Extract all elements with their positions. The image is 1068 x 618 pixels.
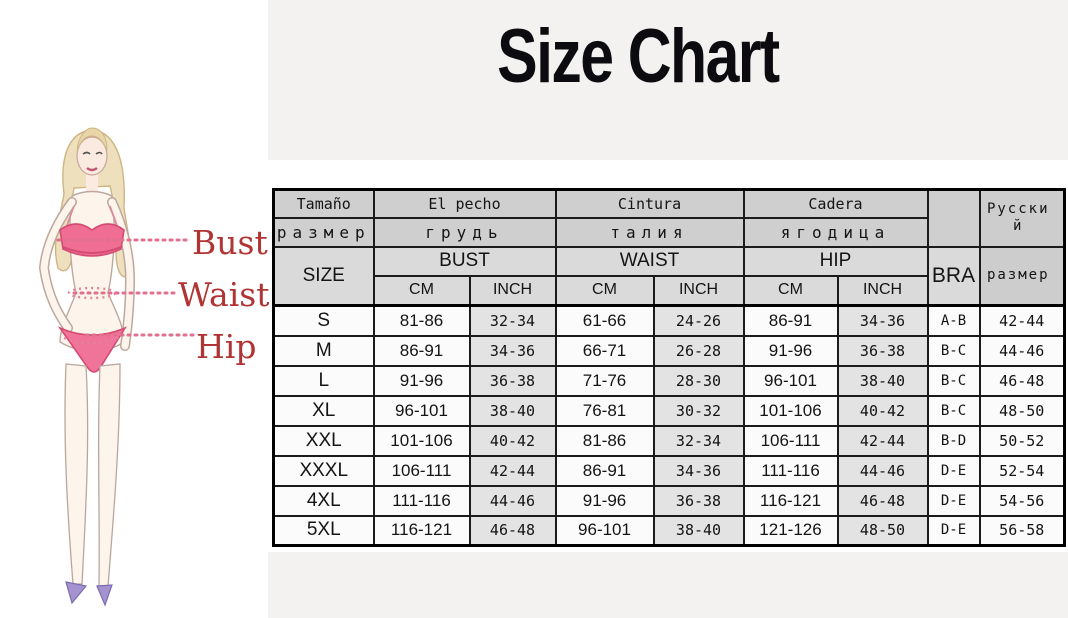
table-row: [274, 366, 1065, 396]
cell-bust-cm: 96-101: [374, 396, 470, 426]
cell-bust-cm: 81-86: [374, 306, 470, 336]
cell-waist-cm: 81-86: [556, 426, 654, 456]
cell-hip-cm: 101-106: [744, 396, 838, 426]
header-razmer: размер: [274, 218, 374, 247]
cell-ru: 54-56: [980, 486, 1065, 516]
header-waist-inch: INCH: [654, 276, 744, 306]
shoe-left: [66, 582, 86, 603]
cell-waist-cm: 86-91: [556, 456, 654, 486]
cell-bust-cm: 86-91: [374, 336, 470, 366]
cell-bust-cm: 111-116: [374, 486, 470, 516]
table-row: [274, 396, 1065, 426]
cell-size: XXXL: [274, 456, 374, 486]
header-hip-cm: CM: [744, 276, 838, 306]
cell-waist-inch: 38-40: [654, 516, 744, 546]
cell-waist-inch: 24-26: [654, 306, 744, 336]
cell-bust-inch: 34-36: [470, 336, 556, 366]
cell-bra: D-E: [928, 486, 980, 516]
cell-bust-inch: 44-46: [470, 486, 556, 516]
cell-bust-cm: 91-96: [374, 366, 470, 396]
cell-hip-cm: 121-126: [744, 516, 838, 546]
waist-label: Waist: [178, 275, 270, 314]
cell-hip-inch: 34-36: [838, 306, 928, 336]
cell-ru: 42-44: [980, 306, 1065, 336]
cell-waist-inch: 36-38: [654, 486, 744, 516]
cell-ru: 48-50: [980, 396, 1065, 426]
cell-bust-inch: 40-42: [470, 426, 556, 456]
header-hip: HIP: [744, 247, 928, 276]
cell-bust-cm: 101-106: [374, 426, 470, 456]
table-row: [274, 456, 1065, 486]
header-ru-razmer: [980, 247, 1065, 306]
cell-hip-inch: 46-48: [838, 486, 928, 516]
cell-hip-cm: 91-96: [744, 336, 838, 366]
cell-bra: D-E: [928, 516, 980, 546]
cell-hip-inch: 42-44: [838, 426, 928, 456]
table-row: [274, 486, 1065, 516]
cell-hip-cm: 111-116: [744, 456, 838, 486]
header-bust: BUST: [374, 247, 556, 276]
cell-hip-inch: 38-40: [838, 366, 928, 396]
cell-bra: B-D: [928, 426, 980, 456]
cell-waist-inch: 28-30: [654, 366, 744, 396]
header-yagoditsa: ягодица: [744, 218, 928, 247]
cell-bra: B-C: [928, 396, 980, 426]
cell-ru: 56-58: [980, 516, 1065, 546]
cell-bra: B-C: [928, 336, 980, 366]
header-bust-cm: CM: [374, 276, 470, 306]
cell-waist-inch: 26-28: [654, 336, 744, 366]
cell-bra: D-E: [928, 456, 980, 486]
cell-size: L: [274, 366, 374, 396]
cell-waist-cm: 71-76: [556, 366, 654, 396]
header-hip-inch: INCH: [838, 276, 928, 306]
shoe-right: [97, 585, 112, 605]
cell-hip-cm: 86-91: [744, 306, 838, 336]
cell-waist-inch: 30-32: [654, 396, 744, 426]
hip-label: Hip: [196, 327, 257, 366]
header-row-languages-1: [274, 190, 1065, 218]
header-cintura: Cintura: [556, 190, 744, 218]
cell-waist-inch: 34-36: [654, 456, 744, 486]
cell-size: 4XL: [274, 486, 374, 516]
header-russkiy: [980, 190, 1065, 247]
header-bust-inch: INCH: [470, 276, 556, 306]
header-row-english: [274, 247, 1065, 276]
cell-bust-cm: 106-111: [374, 456, 470, 486]
cell-bra: A-B: [928, 306, 980, 336]
cell-waist-cm: 91-96: [556, 486, 654, 516]
cell-hip-inch: 40-42: [838, 396, 928, 426]
cell-hip-cm: 106-111: [744, 426, 838, 456]
header-bra-empty: [928, 190, 980, 247]
header-waist: WAIST: [556, 247, 744, 276]
cell-bra: B-C: [928, 366, 980, 396]
cell-ru: 46-48: [980, 366, 1065, 396]
size-table: [272, 188, 1066, 547]
cell-bust-inch: 36-38: [470, 366, 556, 396]
cell-ru: 52-54: [980, 456, 1065, 486]
header-russkiy-text: Русский: [986, 201, 1050, 235]
cell-hip-inch: 44-46: [838, 456, 928, 486]
cell-hip-inch: 36-38: [838, 336, 928, 366]
cell-size: S: [274, 306, 374, 336]
table-row: [274, 336, 1065, 366]
cell-bust-inch: 32-34: [470, 306, 556, 336]
header-tamano: Tamaño: [274, 190, 374, 218]
cell-bust-inch: 42-44: [470, 456, 556, 486]
table-row: [274, 516, 1065, 546]
cell-bust-inch: 38-40: [470, 396, 556, 426]
header-waist-cm: CM: [556, 276, 654, 306]
cell-hip-cm: 116-121: [744, 486, 838, 516]
cell-waist-inch: 32-34: [654, 426, 744, 456]
cell-hip-cm: 96-101: [744, 366, 838, 396]
bottom-gray-band: [268, 552, 1068, 618]
cell-size: XL: [274, 396, 374, 426]
cell-hip-inch: 48-50: [838, 516, 928, 546]
cell-size: M: [274, 336, 374, 366]
header-ru-razmer-text: размер: [986, 267, 1050, 284]
page-title: Size Chart: [497, 13, 779, 99]
cell-waist-cm: 76-81: [556, 396, 654, 426]
table-row: [274, 426, 1065, 456]
header-cadera: Cadera: [744, 190, 928, 218]
header-bra: BRA: [928, 247, 980, 306]
header-size: SIZE: [274, 247, 374, 306]
cell-bust-inch: 46-48: [470, 516, 556, 546]
bust-label: Bust: [192, 223, 268, 262]
header-el-pecho: El pecho: [374, 190, 556, 218]
cell-waist-cm: 66-71: [556, 336, 654, 366]
woman-sketch: [44, 128, 194, 605]
header-grud: грудь: [374, 218, 556, 247]
table-row: [274, 306, 1065, 336]
cell-waist-cm: 96-101: [556, 516, 654, 546]
cell-size: XXL: [274, 426, 374, 456]
cell-bust-cm: 116-121: [374, 516, 470, 546]
page-title-wrap: [268, 6, 1008, 106]
cell-ru: 50-52: [980, 426, 1065, 456]
cell-waist-cm: 61-66: [556, 306, 654, 336]
cell-size: 5XL: [274, 516, 374, 546]
cell-ru: 44-46: [980, 336, 1065, 366]
header-taliya: талия: [556, 218, 744, 247]
